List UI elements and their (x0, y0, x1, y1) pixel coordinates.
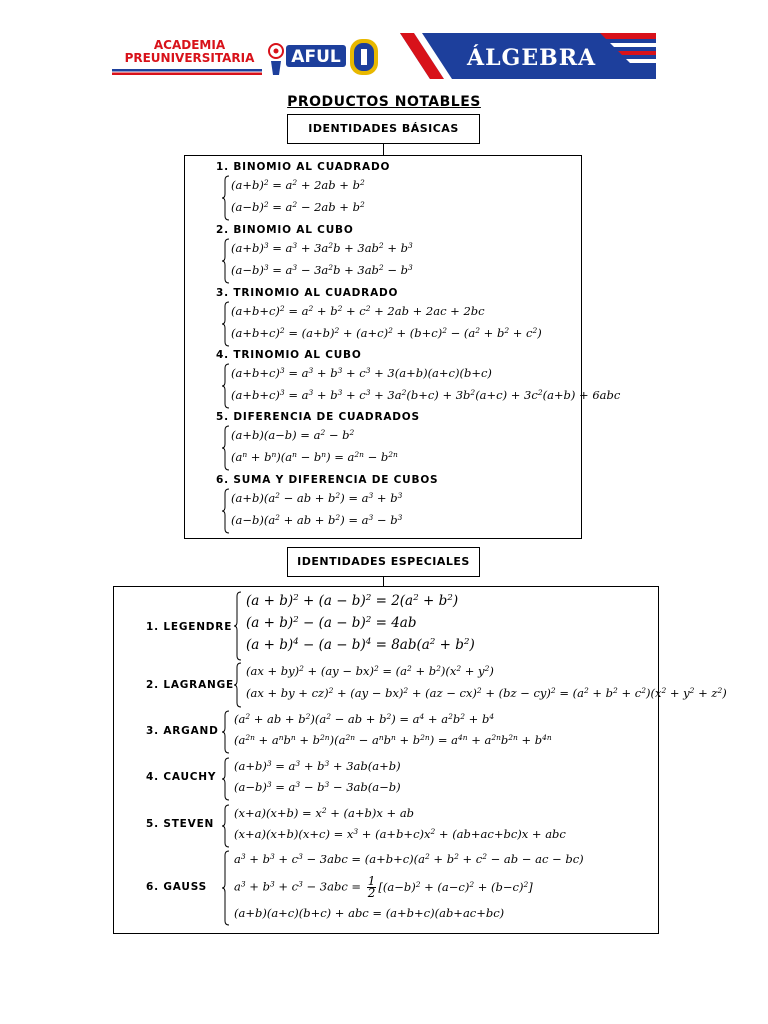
brace-icon (222, 363, 230, 409)
fraction-numerator: 1 (367, 874, 376, 888)
header-banner (112, 33, 656, 79)
aful-logo (266, 35, 390, 77)
connector-line (383, 144, 384, 155)
equation: $(a+b)^2 = a^2 + 2ab + b^2$ (231, 177, 365, 192)
fraction-denominator: 2 (367, 886, 376, 900)
equation: $(a+b)^3 = a^3 + 3a^2b + 3ab^2 + b^3$ (231, 240, 413, 255)
equation-group (222, 850, 642, 926)
equation-group (222, 804, 642, 848)
equation-group (222, 363, 621, 409)
equation: (a+b)(a+c)(b+c) + abc = (a+b+c)(ab+ac+bc) (234, 906, 505, 920)
equation: $(a+b+c)^3 = a^3 + b^3 + c^3 + 3a^2(b+c) + 3b^2(a+c) + 3c^2(a+b) + 6abc$ (231, 387, 621, 402)
section-heading: 5. DIFERENCIA DE CUADRADOS (216, 411, 420, 423)
equation-group (222, 488, 582, 534)
equation: $(a-b)^3 = a^3 - b^3 - 3ab(a-b)$ (234, 779, 401, 794)
identity-name: 4. CAUCHY (146, 771, 217, 783)
equation: $(a + b)^2 - (a - b)^2 = 4ab$ (246, 615, 417, 631)
equation-group (222, 175, 582, 221)
equation: (ax + by + $cz)^2 + (ay - bx)^2 + (az - cx)^2 + (bz - cy)^2 = (a^2 + b^2 + c^2)(x^2 + y^2 + z^2)$ (246, 685, 727, 700)
equation: $(a+b)(a-b) = a^2 - b^2$ (231, 427, 355, 442)
basic-identities-heading: IDENTIDADES BÁSICAS (287, 114, 480, 144)
equation-group (222, 301, 582, 347)
page-title: PRODUCTOS NOTABLES (287, 94, 481, 110)
brace-icon (222, 850, 230, 926)
equation: $(a+b+c)^2 = (a+b)^2 + (a+c)^2 + (b+c)^2 - (a^2 + b^2 + c^2)$ (231, 325, 542, 340)
decorative-stripes (112, 69, 262, 75)
equation: $(ax + by)^2 + (ay - bx)^2 = (a^2 + b^2)(x^2 + y^2)$ (246, 663, 494, 678)
equation: $(a + b)^4 - (a - b)^4 = 8ab(a^2 + b^2)$ (246, 637, 475, 653)
equation-group (222, 757, 642, 801)
brace-icon (222, 425, 230, 471)
bracket-expression: $[(a-b)^2 + (a-c)^2 + (b-c)^2]$ (378, 879, 533, 894)
equation: $(a^n + b^n)(a^n - b^n) = a^{2n} - b^{2n}$ (231, 449, 398, 464)
section-heading: 3. TRINOMIO AL CUADRADO (216, 287, 399, 299)
brace-icon (222, 238, 230, 284)
equation: $a^3 + b^3 + c^3 - 3abc$ = $\frac{1}{2}$ $[(a-b)^2 + (a-c)^2 + (b-c)^2]$ (234, 874, 533, 900)
equation: $(a+b)^3 = a^3 + b^3 + 3ab(a+b)$ (234, 758, 401, 773)
equation: $(x+a)(x+b) = x^2 + (a+b)x$ + ab (234, 805, 415, 820)
brace-icon (234, 591, 242, 661)
section-heading: 6. SUMA Y DIFERENCIA DE CUBOS (216, 474, 439, 486)
identity-name: 1. LEGENDRE (146, 621, 233, 633)
equation: $a^3 + b^3 + c^3 - 3abc = (a+b+c)(a^2 + b^2 + c^2$ − ab − ac − bc) (234, 851, 584, 866)
identity-name: 2. LAGRANGE (146, 679, 234, 691)
equation: $(a-b)^3 = a^3 - 3a^2b + 3ab^2 - b^3$ (231, 262, 413, 277)
equation-group (234, 662, 727, 708)
brace-icon (222, 757, 230, 801)
section-heading: 2. BINOMIO AL CUBO (216, 224, 354, 236)
equation: $(a-b)^2 = a^2 - 2ab + b^2$ (231, 199, 365, 214)
equation: $(a+b)(a^2$ − ab + $b^2) = a^3 + b^3$ (231, 490, 403, 505)
equation: $(a+b+c)^2 = a^2 + b^2 + c^2 + 2ab + 2ac + 2bc$ (231, 303, 485, 318)
academy-line2: PREUNIVERSITARIA (124, 51, 255, 65)
identity-name: 5. STEVEN (146, 818, 215, 830)
section-heading: 4. TRINOMIO AL CUBO (216, 349, 362, 361)
equation: $(a^{2n} + a^nb^n + b^{2n})(a^{2n} - a^nb^n + b^{2n}) = a^{4n} + a^{2n}b^{2n} + b^{4n}$ (234, 732, 552, 747)
equation-group (234, 591, 654, 661)
logo-text: AFUL (291, 47, 341, 67)
section-heading: 1. BINOMIO AL CUADRADO (216, 161, 391, 173)
equation-group (222, 425, 582, 471)
special-identities-heading: IDENTIDADES ESPECIALES (287, 547, 480, 577)
connector-line (383, 577, 384, 586)
equation: $(a-b)(a^2$ + ab + $b^2) = a^3 - b^3$ (231, 512, 403, 527)
brace-icon (222, 301, 230, 347)
equation: $(x+a)(x+b)(x+c) = x^3 + (a+b+c)x^2 + (ab+ac+bc)x$ + abc (234, 826, 566, 841)
equation-group (222, 710, 642, 754)
equation: $(a + b)^2 + (a - b)^2 = 2(a^2 + b^2)$ (246, 593, 459, 609)
academy-line1: ACADEMIA (153, 38, 226, 52)
academy-name (112, 39, 267, 65)
brace-icon (222, 710, 230, 754)
fraction-half (367, 876, 377, 899)
identity-name: 3. ARGAND (146, 725, 219, 737)
equation: $(a+b+c)^3 = a^3 + b^3 + c^3 + 3(a+b)(a+c)(b+c)$ (231, 365, 492, 380)
brace-icon (222, 488, 230, 534)
brace-icon (222, 175, 230, 221)
equation: ($a^2$ + ab + $b^2)(a^2$ − ab + $b^2) = a^4 + a^2b^2 + b^4$ (234, 711, 495, 726)
identity-name: 6. GAUSS (146, 881, 207, 893)
brace-icon (222, 804, 230, 848)
equation-group (222, 238, 582, 284)
brace-icon (234, 662, 242, 708)
subject-title: ÁLGEBRA (467, 45, 597, 71)
